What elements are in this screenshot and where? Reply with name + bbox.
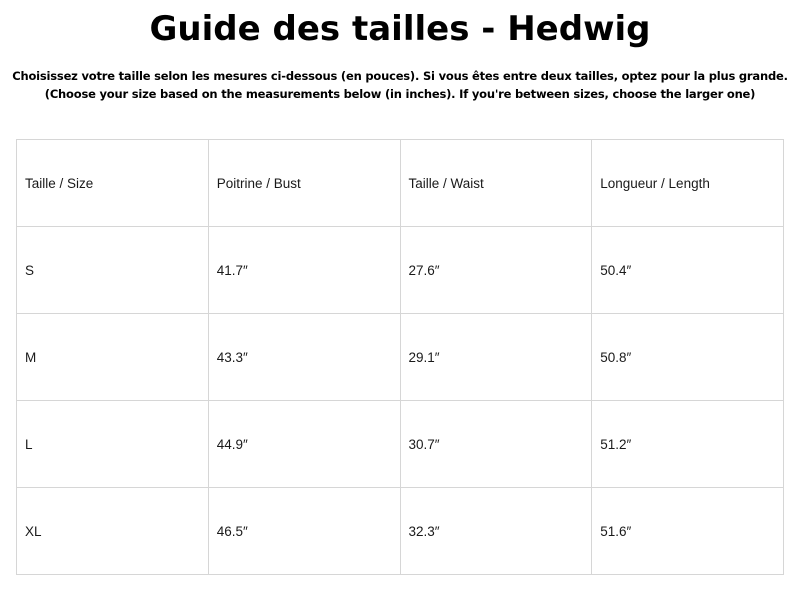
table-row bbox=[17, 314, 784, 401]
cell-size: XL bbox=[17, 488, 209, 575]
table-header-row bbox=[17, 140, 784, 227]
instructions-english: (Choose your size based on the measurements below (in inches). If you're between sizes, choose the larger one) bbox=[44, 87, 756, 101]
cell-size: M bbox=[17, 314, 209, 401]
cell-length: 51.2″ bbox=[592, 401, 784, 488]
cell-length: 50.8″ bbox=[592, 314, 784, 401]
instructions-french: Choisissez votre taille selon les mesures ci-dessous (en pouces). Si vous êtes entre deux tailles, optez pour la plus grande. bbox=[12, 69, 788, 83]
page-title: Guide des tailles - Hedwig bbox=[149, 9, 651, 49]
header-size: Taille / Size bbox=[17, 140, 209, 227]
cell-waist: 29.1″ bbox=[400, 314, 592, 401]
table-row bbox=[17, 488, 784, 575]
header-length: Longueur / Length bbox=[592, 140, 784, 227]
cell-waist: 30.7″ bbox=[400, 401, 592, 488]
table-row bbox=[17, 227, 784, 314]
cell-size: S bbox=[17, 227, 209, 314]
cell-bust: 43.3″ bbox=[208, 314, 400, 401]
table-row bbox=[17, 401, 784, 488]
cell-length: 50.4″ bbox=[592, 227, 784, 314]
instructions bbox=[0, 67, 800, 103]
cell-bust: 41.7″ bbox=[208, 227, 400, 314]
cell-bust: 44.9″ bbox=[208, 401, 400, 488]
cell-waist: 27.6″ bbox=[400, 227, 592, 314]
cell-size: L bbox=[17, 401, 209, 488]
cell-length: 51.6″ bbox=[592, 488, 784, 575]
header-waist: Taille / Waist bbox=[400, 140, 592, 227]
header-bust: Poitrine / Bust bbox=[208, 140, 400, 227]
cell-waist: 32.3″ bbox=[400, 488, 592, 575]
size-chart-table bbox=[16, 139, 784, 575]
cell-bust: 46.5″ bbox=[208, 488, 400, 575]
